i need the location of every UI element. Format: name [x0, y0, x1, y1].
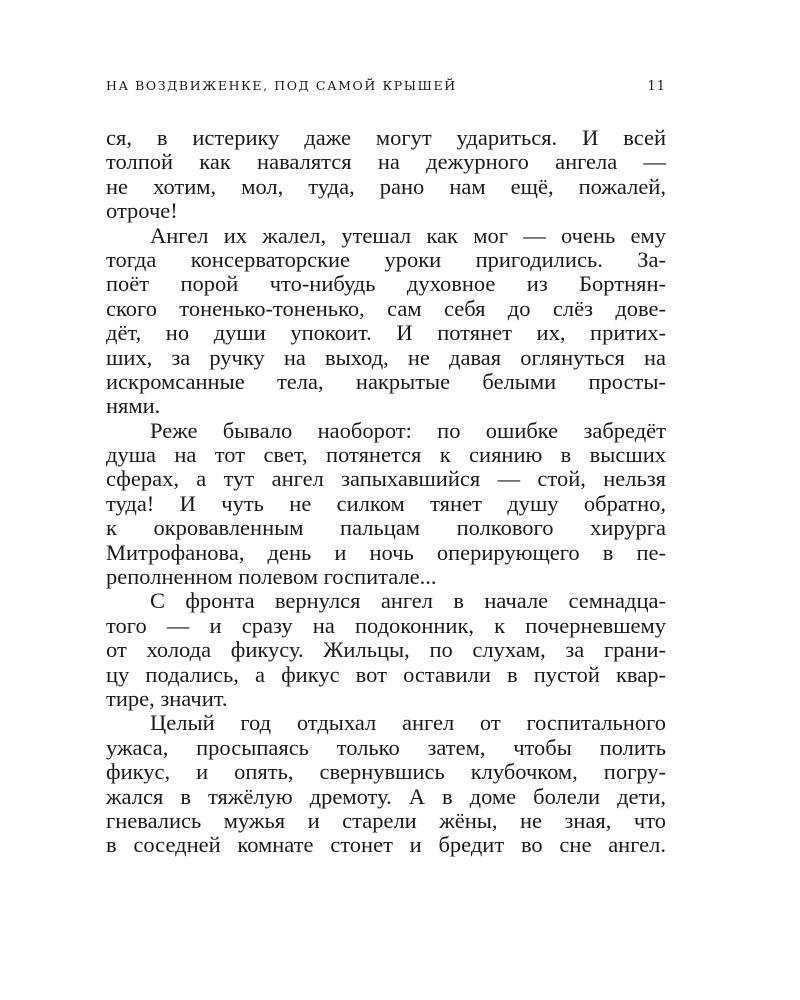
body-text — [106, 126, 666, 858]
text-line: цу подались, а фикус вот оставили в пустой квар- — [106, 661, 666, 687]
text-line: фикус, и опять, свернувшись клубочком, погру- — [106, 759, 666, 785]
text-line: гневались мужья и старели жёны, не зная, что — [106, 807, 666, 833]
text-line: тогда консерваторские уроки пригодились. За- — [106, 246, 666, 272]
text-line: от холода фикусу. Жильцы, по слухам, за грани- — [106, 637, 666, 663]
text-line: в соседней комнате стонет и бредит во сне ангел. — [106, 832, 666, 858]
book-page — [106, 78, 666, 858]
text-line: не хотим, мол, туда, рано нам ещё, пожалей, — [106, 173, 666, 199]
text-line: сферах, а тут ангел запыхавшийся — стой, нельзя — [106, 466, 666, 492]
text-line: ужаса, просыпаясь только затем, чтобы полить — [106, 734, 666, 760]
text-line: Митрофанова, день и ночь оперирующего в пе- — [106, 539, 666, 565]
text-line: душа на тот свет, потянется к сиянию в высших — [106, 442, 666, 468]
text-line: того — и сразу на подоконник, к почерневшему — [106, 612, 666, 638]
text-line: ших, за ручку на выход, не давая оглянуться на — [106, 344, 666, 370]
text-line: С фронта вернулся ангел в начале семнадца- — [150, 588, 666, 614]
running-title: НА ВОЗДВИЖЕНКЕ, ПОД САМОЙ КРЫШЕЙ — [106, 78, 457, 93]
text-line: дёт, но души упокоит. И потянет их, притих- — [106, 320, 666, 346]
text-line: к окровавленным пальцам полкового хирурга — [106, 515, 666, 541]
text-line: Целый год отдыхал ангел от госпитального — [150, 710, 666, 736]
text-line: жался в тяжёлую дремоту. А в доме болели дети, — [106, 783, 666, 809]
text-line: ся, в истерику даже могут удариться. И всей — [106, 125, 666, 150]
text-line: искромсанные тела, накрытые белыми просты- — [106, 368, 666, 394]
text-line: Ангел их жалел, утешал как мог — очень ему — [150, 222, 666, 248]
text-line: ского тоненько-тоненько, сам себя до слёз дове- — [106, 295, 666, 321]
text-line: реполненном полевом госпитале... — [106, 564, 437, 590]
text-line: поёт порой что-нибудь духовное из Бортнян- — [106, 271, 666, 297]
text-line: тире, значит. — [106, 685, 228, 711]
text-line: Реже бывало наоборот: по ошибке забредёт — [150, 417, 666, 443]
text-line: нями. — [106, 393, 161, 419]
text-line: толпой как навалятся на дежурного ангела — — [106, 149, 666, 175]
running-head — [106, 78, 666, 104]
text-line: туда! И чуть не силком тянет душу обратно, — [106, 490, 666, 516]
page-number: 11 — [647, 79, 666, 94]
text-line: отроче! — [106, 198, 178, 224]
